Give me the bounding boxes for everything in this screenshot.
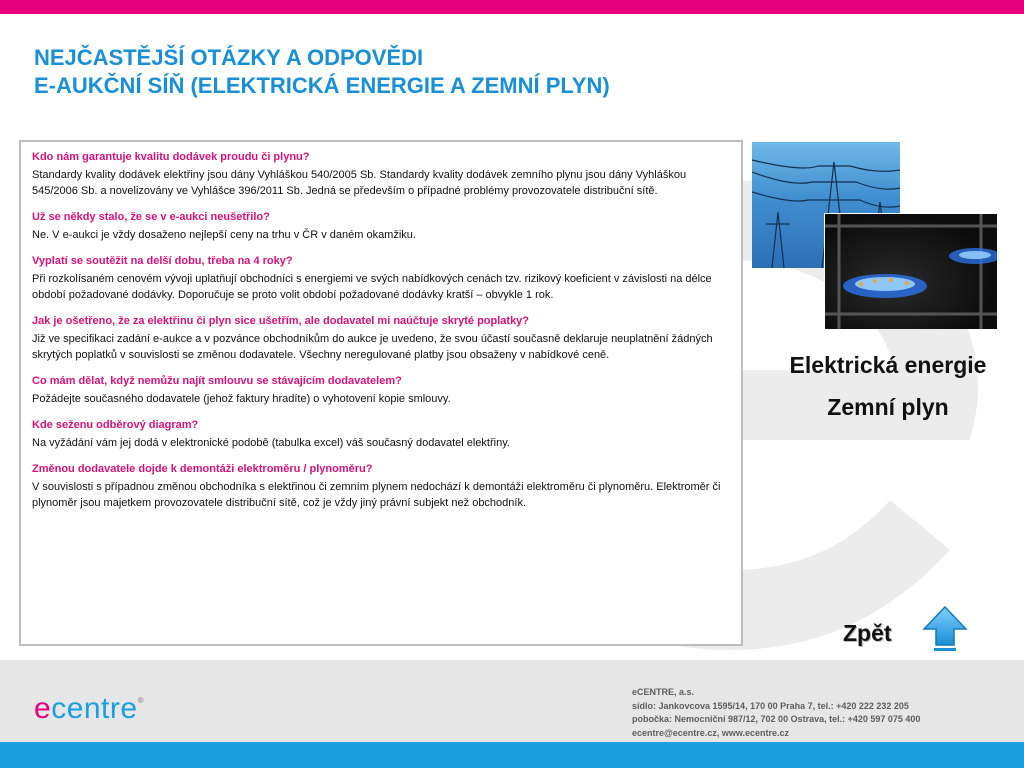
back-link[interactable]: Zpět: [843, 620, 892, 646]
faq-answer: Při rozkolísaném cenovém vývoji uplatňují obchodníci s energiemi ve svých nabídkových cenách tzv. rizikový koeficient v závislosti na délce období požadované dodávky. Doporučuje se proto volit období požadované dodávky kratší – obvykle 1 rok.: [32, 273, 712, 301]
faq-question: Vyplatí se soutěžit na delší dobu, třeba na 4 roky?: [32, 255, 293, 267]
faq-answer: Již ve specifikaci zadání e-aukce a v pozvánce obchodníkům do aukce je uvedeno, že svou účastí současně deklaruje neuplatnění žádných skrytých poplatků v souvislosti se změnou dodavatele. Všechny neregulované platby jsou obsaženy v nabídkové ceně.: [32, 333, 713, 361]
faq-answer: Standardy kvality dodávek elektřiny jsou dány Vyhláškou 540/2005 Sb. Standardy kvality dodávek zemního plynu jsou dány Vyhláškou 545/2006 Sb. a novelizovány ve Vyhlášce 396/2011 Sb. Jedná se především o případné problémy provozovatele distribuční sítě.: [32, 169, 687, 197]
company-address: sídlo: Jankovcova 1595/14, 170 00 Praha 7, tel.: +420 222 232 205: [632, 700, 909, 711]
gas-flame-photo: [824, 213, 997, 329]
electricity-label: Elektrická energie: [789, 352, 987, 378]
company-branch: pobočka: Nemocniční 987/12, 702 00 Ostrava, tel.: +420 597 075 400: [632, 714, 921, 724]
faq-question: Co mám dělat, když nemůžu najít smlouvu se stávajícím dodavatelem?: [32, 375, 402, 387]
registered-mark: ®: [137, 696, 144, 705]
faq-item: [32, 150, 729, 199]
faq-answer: Na vyžádání vám jej dodá v elektronické podobě (tabulka excel) váš současný dodavatel elektřiny.: [32, 437, 510, 449]
page-title-line-2: E-AUKČNÍ SÍŇ (ELEKTRICKÁ ENERGIE A ZEMNÍ PLYN): [34, 73, 610, 98]
footer-bottom-bar: [0, 742, 1024, 768]
faq-answer: V souvislosti s případnou změnou obchodníka s elektřinou či zemním plynem nedochází k demontáži elektroměru či plynoměru. Elektroměr či plynoměr jsou majetkem provozovatele distribuční sítě, což je vždy jiný právní subjekt než obchodník.: [32, 481, 721, 509]
faq-item: [32, 254, 729, 303]
logo-text: ecentre: [34, 692, 138, 725]
faq-panel: [19, 140, 743, 646]
faq-item: [32, 210, 729, 243]
faq-answer: Požádejte současného dodavatele (jehož faktury hradíte) o vyhotovení kopie smlouvy.: [32, 393, 451, 405]
faq-item: [32, 314, 729, 363]
faq-question: Kde seženu odběrový diagram?: [32, 419, 199, 431]
faq-item: [32, 418, 729, 451]
company-contact: ecentre@ecentre.cz, www.ecentre.cz: [632, 727, 790, 738]
company-info: [632, 686, 920, 740]
faq-question: Už se někdy stalo, že se v e-aukci neušetřilo?: [32, 211, 270, 223]
back-button[interactable]: [922, 605, 968, 653]
faq-question: Kdo nám garantuje kvalitu dodávek proudu či plynu?: [32, 151, 310, 163]
faq-item: [32, 462, 729, 511]
page-title-line-1: NEJČASTĚJŠÍ OTÁZKY A ODPOVĚDI: [34, 45, 424, 70]
faq-question: Jak je ošetřeno, že za elektřinu či plyn sice ušetřím, ale dodavatel mi naúčtuje skryté poplatky?: [32, 315, 530, 327]
faq-question: Změnou dodavatele dojde k demontáži elektroměru / plynoměru?: [32, 463, 373, 475]
top-accent-bar: [0, 0, 1024, 14]
ecentre-logo: [34, 692, 144, 726]
up-arrow-icon: [922, 605, 968, 653]
gas-label: Zemní plyn: [827, 394, 949, 420]
faq-answer: Ne. V e-aukci je vždy dosaženo nejlepší ceny na trhu v ČR v daném okamžiku.: [32, 229, 416, 241]
company-name: eCENTRE, a.s.: [632, 687, 695, 697]
page-title: [34, 44, 610, 100]
faq-item: [32, 374, 729, 407]
